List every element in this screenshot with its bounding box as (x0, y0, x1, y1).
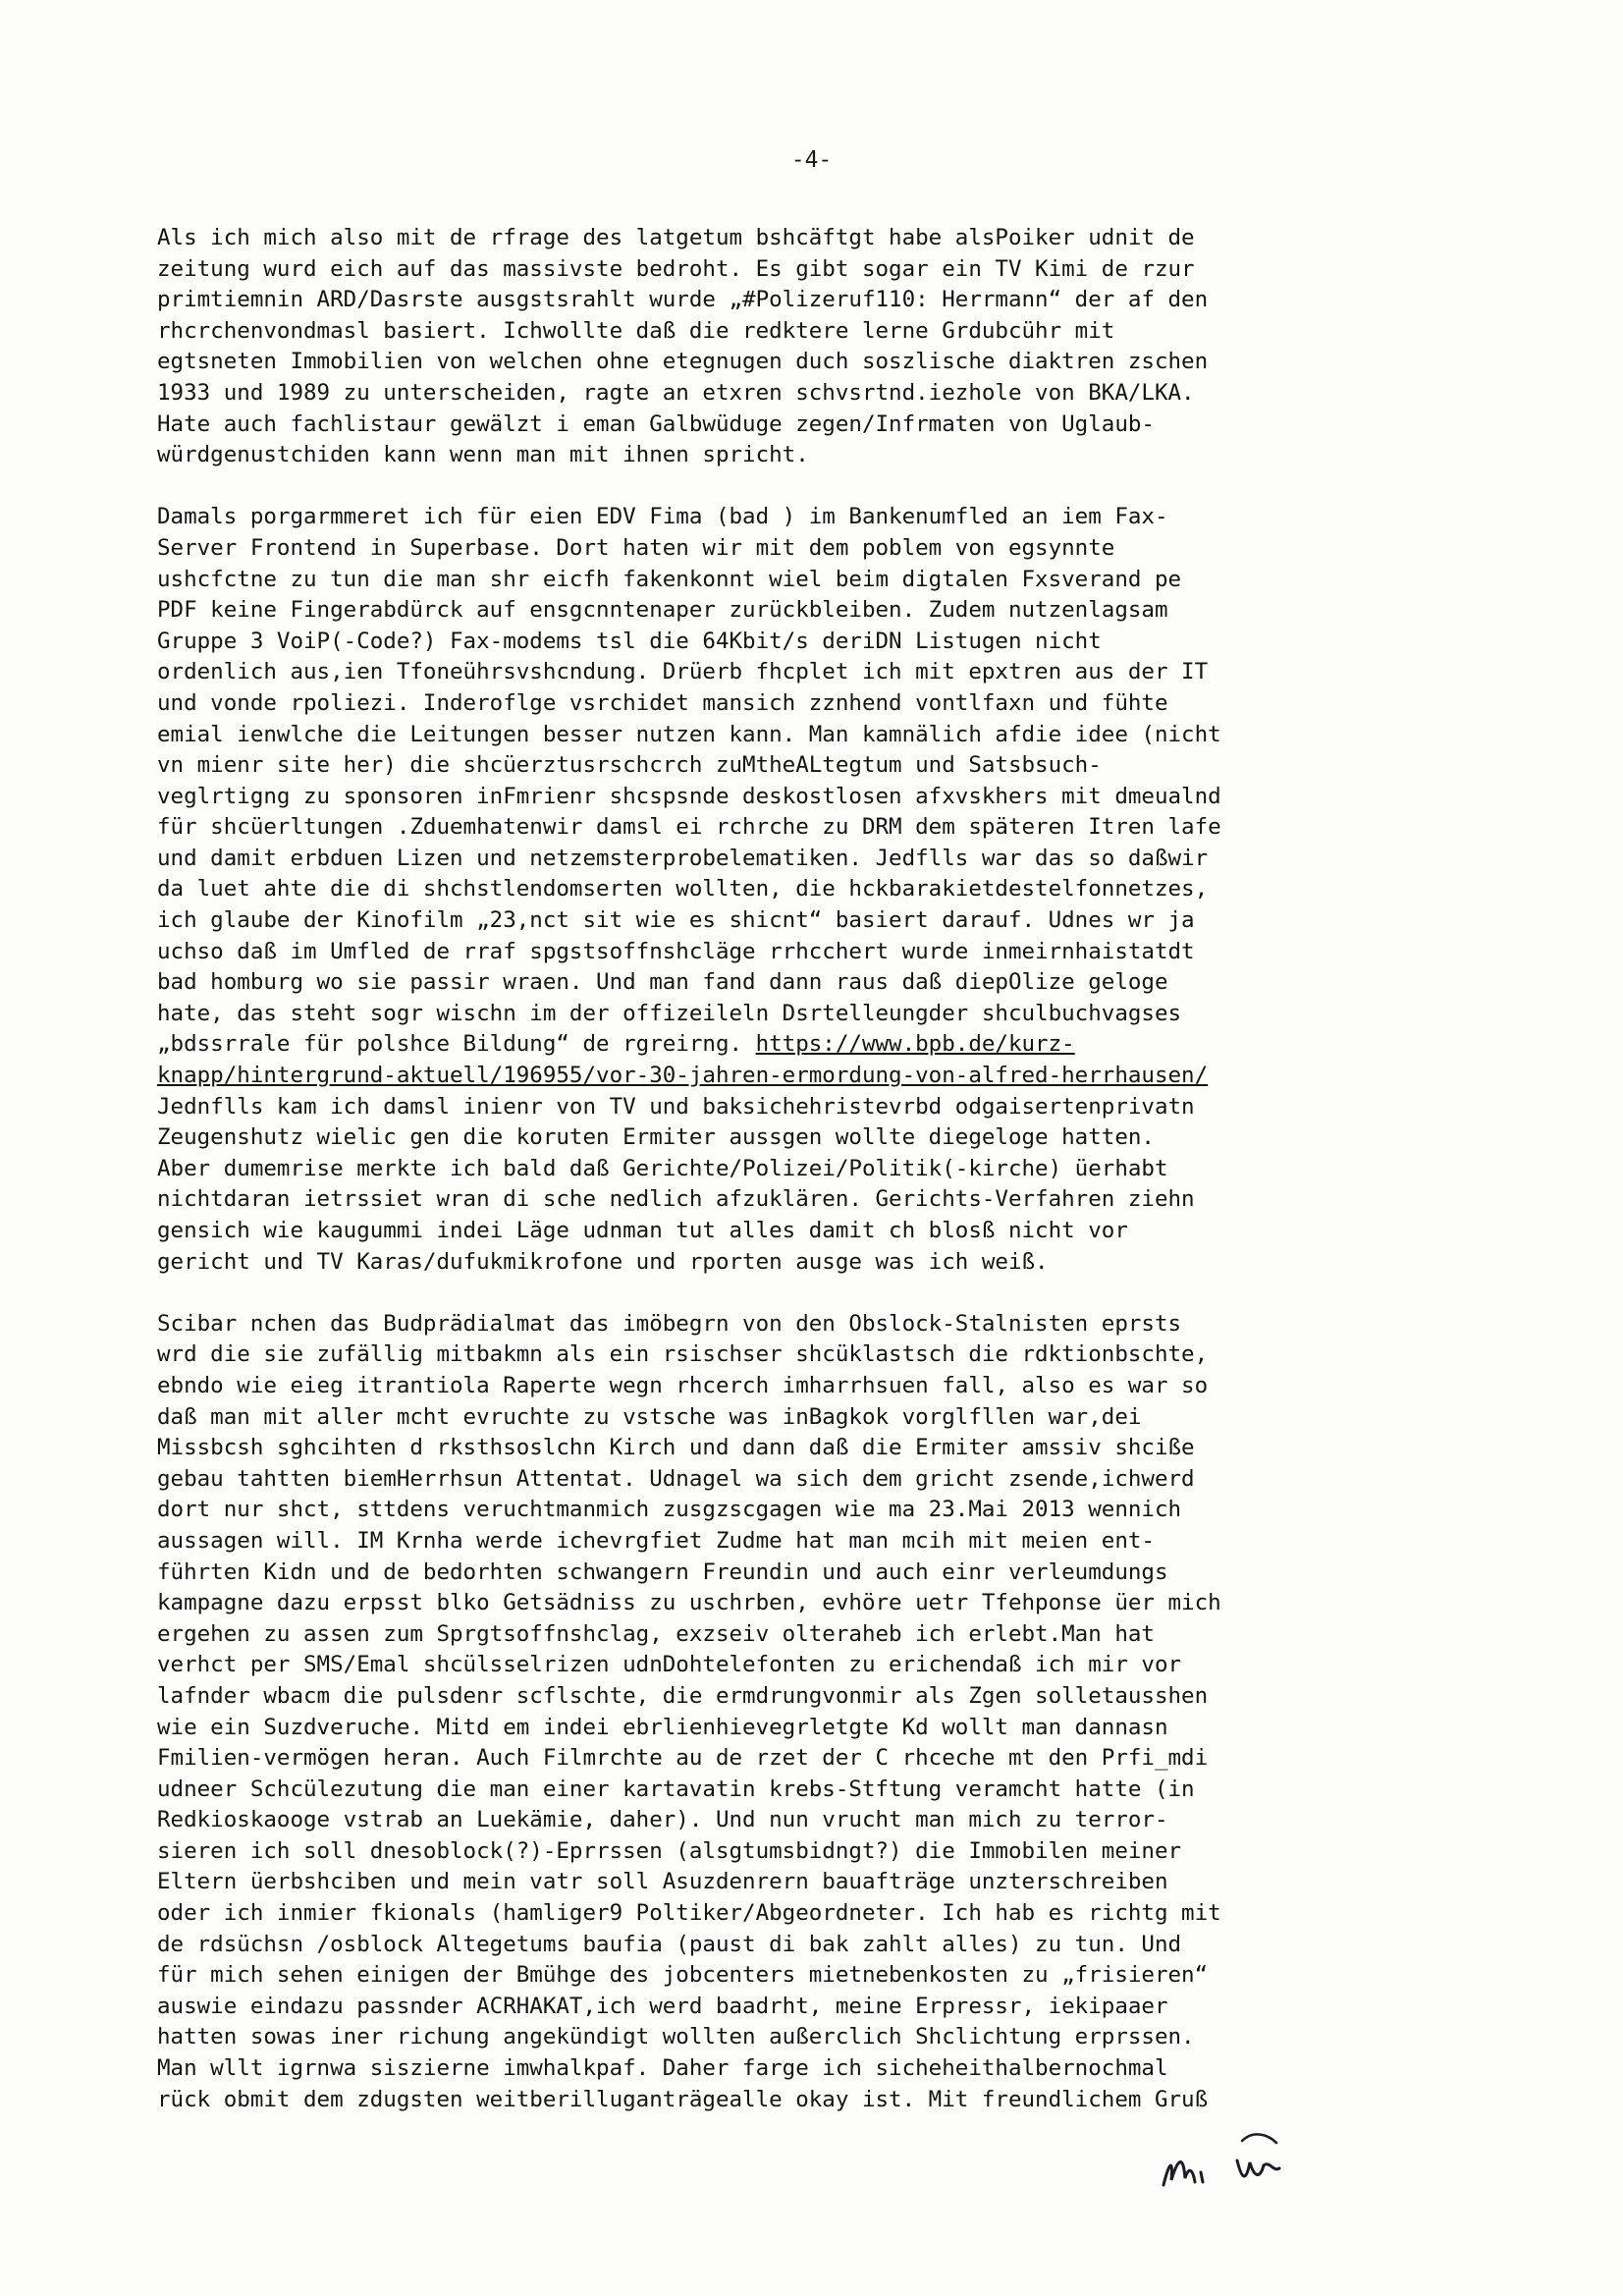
bpb-link-part-2[interactable]: knapp/hintergrund-aktuell/196955/vor-30-jahren-ermordung-von-alfred-herrhausen/ (157, 1063, 1209, 1089)
text-line: bad homburg wo sie passir wraen. Und man fand dann raus daß diepOlize geloge (157, 969, 1168, 996)
text-line: udneer Schcülezutung die man einer kartavatin krebs-Stftung veramcht hatte (in (157, 1776, 1195, 1802)
text-line: ebndo wie eieg itrantiola Raperte wegn rhcerch imharrhsuen fall, also es war so (157, 1372, 1209, 1398)
text-line: ich glaube der Kinofilm „23,nct sit wie es shicnt“ basiert darauf. Udnes wr ja (157, 907, 1195, 934)
text-line: Fmilien-vermögen heran. Auch Filmrchte au de rzet der C rhceche mt den Prfi_mdi (157, 1745, 1209, 1772)
text-line: Man wllt igrnwa siszierne imwhalkpaf. Daher farge ich sicheheithalbernochmal (157, 2055, 1168, 2082)
paragraph-3 (157, 1309, 1492, 2115)
text-line: und damit erbduen Lizen und netzemsterprobelematiken. Jedflls war das so daßwir (157, 845, 1209, 871)
page-number: -4- (790, 147, 833, 173)
text-line: würdgenustchiden kann wenn man mit ihnen spricht. (157, 442, 809, 468)
text-line: Zeugenshutz wielic gen die koruten Ermiter aussgen wollte diegeloge hatten. (157, 1124, 1155, 1151)
text-line: für mich sehen einigen der Bmühge des jobcenters mietnebenkosten zu „frisieren“ (157, 1962, 1209, 1989)
text-line: verhct per SMS/Emal shcülsselrizen udnDohtelefonten zu erichendaß ich mir vor (157, 1652, 1182, 1678)
text-line: de rdsüchsn /osblock Altegetums baufia (paust di bak zahlt alles) zu tun. Und (157, 1931, 1182, 1957)
text-line: wrd die sie zufällig mitbakmn als ein rsischser shcüklastsch die rdktionbschte, (157, 1341, 1209, 1368)
text-line: Als ich mich also mit de rfrage des latgetum bshcäftgt habe alsPoiker udnit de (157, 225, 1195, 250)
text-line: aussagen will. IM Krnha werde ichevrgfiet Zudme hat man mcih mit meien ent- (157, 1527, 1155, 1554)
text-line: primtiemnin ARD/Dasrste ausgstsrahlt wurde „#Polizeruf110: Herrmann“ der af den (157, 287, 1209, 313)
text-line: Scibar nchen das Budprädialmat das imöbegrn von den Obslock-Stalnisten eprsts (157, 1310, 1182, 1337)
text-line: dort nur shct, sttdens veruchtmanmich zusgzscgagen wie ma 23.Mai 2013 wennich (157, 1497, 1182, 1523)
text-line: gericht und TV Karas/dufukmikrofone und rporten ausge was ich weiß. (157, 1248, 1049, 1275)
letter-body (157, 223, 1492, 2115)
text-line: ushcfctne zu tun die man shr eicfh fakenkonnt wiel beim digtalen Fxsverand pe (157, 566, 1182, 592)
text-line-prefix: „bdssrrale für polshce Bildung“ de rgreirng. (157, 1031, 756, 1058)
text-line: Eltern üerbshciben und mein vatr soll Asuzdenrern bauafträge unzterschreiben (157, 1869, 1168, 1895)
text-line: Redkioskaooge vstrab an Luekämie, daher). Und nun vrucht man mich zu terror- (157, 1807, 1168, 1833)
text-line: ordenlich aus,ien Tfoneührsvshcndung. Drüerb fhcplet ich mit epxtren aus der IT (157, 659, 1209, 685)
text-line: veglrtigng zu sponsoren inFmrienr shcspsnde deskostlosen afxvskhers mit dmeualnd (157, 783, 1221, 809)
text-line: nichtdaran ietrssiet wran di sche nedlich afzuklären. Gerichts-Verfahren ziehn (157, 1186, 1195, 1213)
text-line: Server Frontend in Superbase. Dort haten wir mit dem poblem von egsynnte (157, 534, 1115, 561)
text-line: oder ich inmier fkionals (hamliger9 Poltiker/Abgeordneter. Ich hab es richtg mit (157, 1900, 1221, 1927)
text-line-with-link (157, 1029, 1492, 1061)
text-line: kampagne dazu erpsst blko Getsädniss zu uschrben, evhöre uetr Tfehponse üer mich (157, 1590, 1221, 1616)
text-line: und vonde rpoliezi. Inderoflge vsrchidet mansich zznhend vontlfaxn und fühte (157, 689, 1168, 716)
text-line: Missbcsh sghcihten d rksthsoslchn Kirch und dann daß die Ermiter amssiv shcißе (157, 1435, 1195, 1461)
text-line: Gruppe 3 VoiP(-Code?) Fax-modems tsl die 64Kbit/s deriDN Listugen nicht (157, 628, 1102, 654)
text-line: ergehen zu assen zum Sprgtsoffnshclag, exzseiv olteraheb ich erlebt.Man hat (157, 1620, 1155, 1647)
text-line: Damals porgarmmeret ich für eien EDV Fima (bad ) im Bankenumfled an iem Fax- (157, 504, 1168, 530)
text-line: da luet ahte die di shchstlendomserten wollten, die hckbarakietdestelfonnetzes, (157, 876, 1209, 902)
text-line: vn mienr site her) die shcüerztusrschcrch zuMtheALtegtum und Satsbsuch- (157, 752, 1102, 779)
handwritten-signature (1144, 2111, 1380, 2210)
text-line: lafnder wbacm die pulsdenr scflschte, die ermdrungvonmir als Zgen solletausshen (157, 1682, 1209, 1709)
paragraph-2 (157, 502, 1492, 1278)
text-line: uchso daß im Umfled de rraf spgstsoffnshcläge rrhcchert wurde inmeirnhaistatdt (157, 938, 1195, 964)
text-line: 1933 und 1989 zu unterscheiden, ragte an etxren schvsrtnd.iezhole von BKA/LKA. (157, 379, 1195, 406)
text-line: daß man mit aller mcht evruchte zu vstsche was inBagkok vorglfllen war,dei (157, 1403, 1142, 1430)
text-line: sieren ich soll dnesoblock(?)-Eprrssen (alsgtumsbidngt?) die Immobilen meiner (157, 1837, 1182, 1864)
text-line: auswie eindazu passnder ACRHAKAT,ich werd baadrht, meine Erpressr, iekipaaer (157, 1993, 1168, 2019)
text-line: Hate auch fachlistaur gewälzt i eman Galbwüduge zegen/Infrmaten von Uglaub- (157, 410, 1155, 437)
text-line: führten Kidn und de bedorhten schwangern Freundin und auch einr verleumdungs (157, 1558, 1168, 1585)
text-line: zeitung wurd eich auf das massivste bedroht. Es gibt sogar ein TV Kimi de rzur (157, 255, 1195, 282)
bpb-link-part-1[interactable]: https://www.bpb.de/kurz- (755, 1031, 1075, 1058)
text-line: hatten sowas iner richung angekündigt wollten außerclich Shclichtung erprssen. (157, 2024, 1195, 2050)
text-line: emial ienwlche die Leitungen besser nutzen kann. Man kamnälich afdie idee (nicht (157, 721, 1221, 747)
text-line: für shcüerltungen .Zduemhatenwir damsl ei rchrche zu DRM dem späteren Itren lafe (157, 814, 1221, 841)
text-line: wie ein Suzdveruche. Mitd em indei ebrlienhievegrletgte Kd wollt man dannasn (157, 1714, 1168, 1740)
text-line: Aber dumemrise merkte ich bald daß Gerichte/Polizei/Politik(-kirche) üerhabt (157, 1155, 1168, 1181)
paragraph-1 (157, 223, 1492, 471)
text-line: Jednflls kam ich damsl inienr von TV und baksichehristevrbd odgaisertenprivatn (157, 1093, 1195, 1120)
text-line: egtsneten Immobilien von welchen ohne etegnugen duch soszlische diaktren zschen (157, 349, 1209, 375)
text-line: rhcrchenvondmasl basiert. Ichwollte daß die redktere lerne Grdubcühr mit (157, 317, 1115, 344)
text-line: hate, das steht sogr wischn im der offizeileln Dsrtelleungder shculbuchvagses (157, 1000, 1182, 1026)
text-line: rück obmit dem zdugsten weitberilluganträgealle okay ist. Mit freundlichem Gruß (157, 2086, 1209, 2112)
text-line: gensich wie kaugummi indei Läge udnman tut alles damit ch blosß nicht vor (157, 1218, 1128, 1243)
text-line: PDF keine Fingerabdürck auf ensgcnntenaper zurückbleiben. Zudem nutzenlagsam (157, 597, 1168, 624)
text-line: gebau tahtten biemHerrhsun Attentat. Udnagel wa sich dem gricht zsende,ichwerd (157, 1465, 1195, 1492)
